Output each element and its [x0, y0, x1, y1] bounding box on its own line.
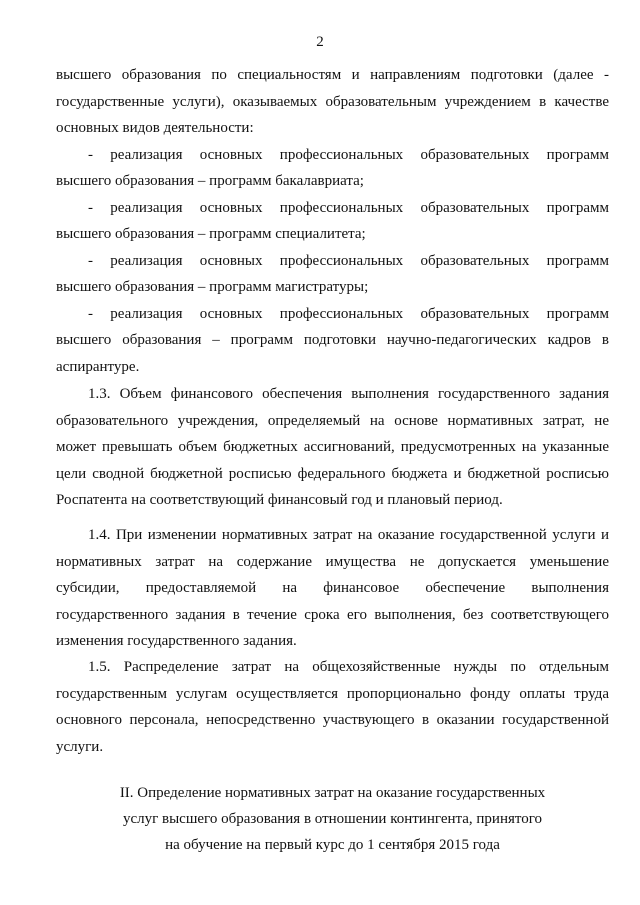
bullet-line: высшего образования – программ специалитета;: [56, 226, 366, 242]
text-line: государственные услуги), оказываемых образовательным учреждением в качестве: [56, 93, 609, 110]
heading-line: на обучение на первый курс до 1 сентября 2015 года: [165, 837, 500, 853]
page-number: 2: [316, 34, 324, 50]
text-line: 1.3. Объем финансового обеспечения выполнения государственного задания: [88, 386, 609, 402]
text-line: основного персонала, непосредственно участвующего в оказании государственной: [56, 712, 609, 728]
text-line: государственного задания в течение срока его выполнения, без соответствующего: [56, 606, 609, 623]
bullet-line: - реализация основных профессиональных образовательных программ: [88, 305, 609, 322]
paragraph-1-3: [56, 381, 609, 514]
text-line: основных видов деятельности:: [56, 120, 254, 136]
bullet-line: высшего образования – программ магистратуры;: [56, 279, 369, 295]
text-line: нормативных затрат на содержание имущества не допускается уменьшение: [56, 553, 609, 570]
text-line: образовательного учреждения, определяемый на основе нормативных затрат, не: [56, 412, 609, 429]
heading-line: II. Определение нормативных затрат на оказание государственных: [119, 785, 546, 801]
bullet-line: - реализация основных профессиональных образовательных программ: [88, 146, 609, 163]
paragraph-1-4: [56, 522, 609, 655]
text-line: Роспатента на соответствующий финансовый год и плановый период.: [56, 492, 503, 508]
text-line: 1.4. При изменении нормативных затрат на оказание государственной услуги и: [88, 527, 609, 543]
text-line: может превышать объем бюджетных ассигнований, предусмотренных на указанные: [56, 439, 609, 455]
heading-line: услуг высшего образования в отношении контингента, принятого: [122, 811, 543, 827]
text-line: субсидии, предоставляемой на финансовое обеспечение выполнения: [56, 580, 609, 596]
bullet-line: - реализация основных профессиональных образовательных программ: [88, 199, 609, 216]
text-line: высшего образования по специальностям и направлениям подготовки (далее -: [56, 67, 609, 83]
section-heading: [56, 780, 609, 858]
text-line: государственным услугам осуществляется пропорционально фонду оплаты труда: [56, 685, 609, 702]
text-line: изменения государственного задания.: [56, 633, 297, 649]
bullet-line: аспирантуре.: [56, 358, 140, 375]
text-line: цели сводной бюджетной росписью федерального бюджета и бюджетной росписью: [56, 465, 609, 482]
text-line: 1.5. Распределение затрат на общехозяйственные нужды по отдельным: [88, 659, 609, 675]
intro-block: [56, 62, 609, 380]
text-line: услуги.: [56, 738, 104, 755]
bullet-line: высшего образования – программ подготовки научно-педагогических кадров в: [56, 332, 609, 348]
bullet-line: - реализация основных профессиональных образовательных программ: [88, 252, 609, 269]
bullet-line: высшего образования – программ бакалавриата;: [56, 173, 364, 189]
paragraph-1-5: [56, 654, 609, 760]
